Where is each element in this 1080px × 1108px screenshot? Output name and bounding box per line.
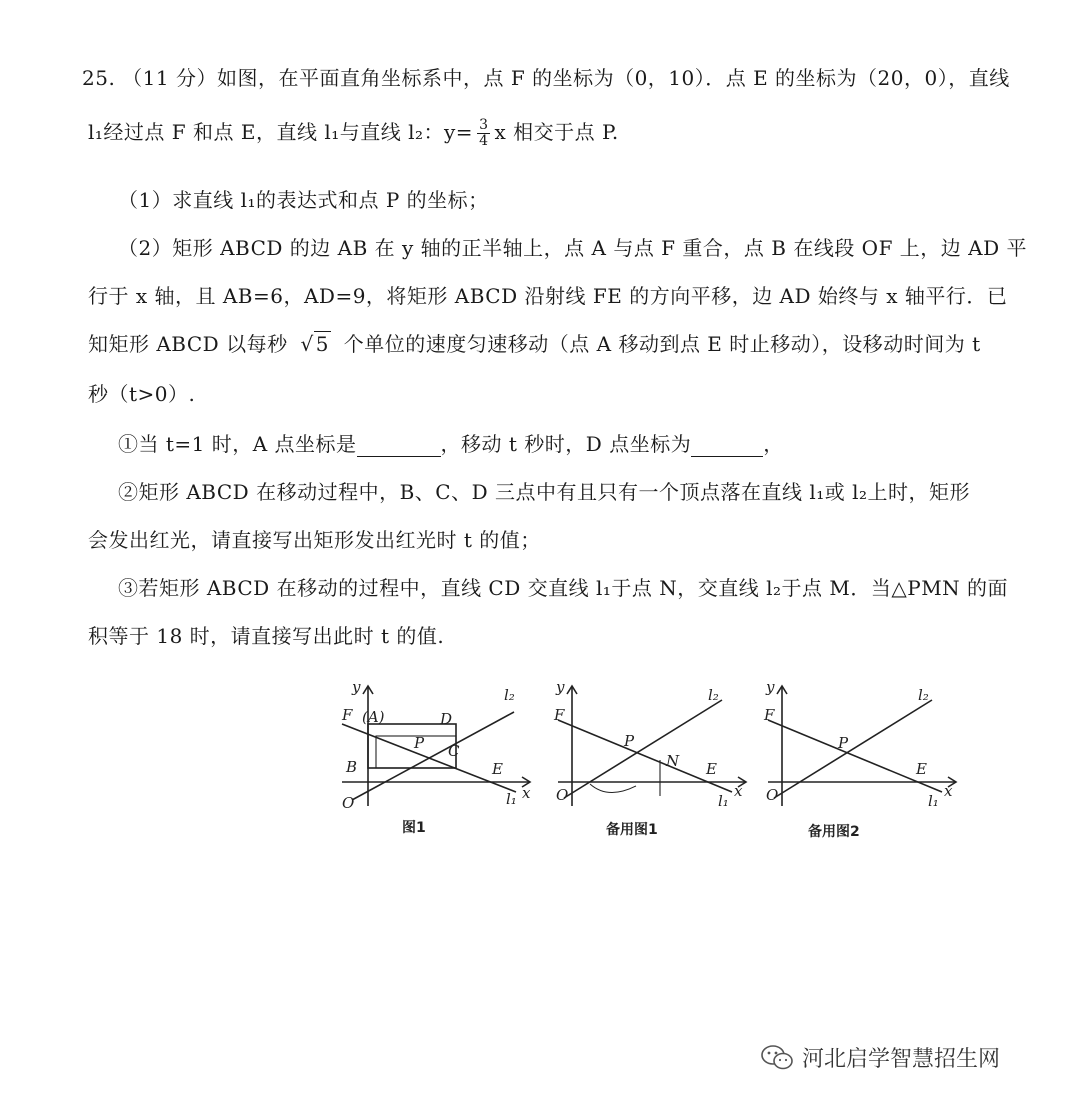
sqrt-sign: √ <box>300 332 314 356</box>
sub-question-3-line-2: 积等于 18 时，请直接写出此时 t 的值. <box>88 624 445 648</box>
rectangle-abcd <box>368 724 456 768</box>
label-y: y <box>556 678 565 696</box>
label-l1: l₁ <box>718 792 729 810</box>
label-x: x <box>944 782 953 800</box>
label-p: P <box>624 732 635 750</box>
sub-question-2-line-1: ②矩形 ABCD 在移动过程中，B、C、D 三点中有且只有一个顶点落在直线 l₁或 l₂上时，矩形 <box>118 480 970 504</box>
label-p: P <box>838 734 849 752</box>
question-2-line-3-text-a: 知矩形 ABCD 以每秒 <box>88 332 288 356</box>
label-l1: l₁ <box>928 792 939 810</box>
sqrt-radicand: 5 <box>315 332 329 356</box>
label-d: D <box>440 710 453 728</box>
label-n: N <box>666 752 680 770</box>
label-o: O <box>556 786 569 804</box>
question-2-line-3 <box>88 328 981 357</box>
figure-spare-2 <box>758 676 968 846</box>
label-x: x <box>734 782 743 800</box>
sub-question-2-line-2: 会发出红光，请直接写出矩形发出红光时 t 的值； <box>88 528 541 552</box>
problem-line-1 <box>82 62 1010 91</box>
label-l2: l₂ <box>708 686 719 704</box>
label-c: C <box>448 742 460 760</box>
answer-blank-a-coordinate[interactable] <box>357 438 441 457</box>
sub-question-1-text-b: ，移动 t 秒时，D 点坐标为 <box>440 432 692 456</box>
sub-question-1-text-a: ①当 t=1 时，A 点坐标是 <box>118 432 357 456</box>
label-o: O <box>342 794 355 812</box>
label-a: (A) <box>362 708 385 726</box>
problem-number: 25. <box>82 66 116 90</box>
question-1: （1）求直线 l₁的表达式和点 P 的坐标； <box>118 188 489 212</box>
wechat-icon <box>760 1044 794 1072</box>
sqrt-five <box>300 332 330 356</box>
label-f: F <box>342 706 353 724</box>
sub-question-1-text-c: ， <box>763 432 784 456</box>
fraction-denominator: 4 <box>479 133 489 149</box>
problem-intro: （11 分）如图，在平面直角坐标系中，点 F 的坐标为（0，10）．点 E 的坐标为（20，0），直线 <box>122 66 1010 90</box>
figure-spare-1 <box>548 676 758 846</box>
figure-1-caption: 图1 <box>402 820 426 836</box>
figure-1 <box>332 676 542 846</box>
question-2-line-2: 行于 x 轴，且 AB=6，AD=9，将矩形 ABCD 沿射线 FE 的方向平移，边 AD 始终与 x 轴平行．已 <box>88 284 1008 308</box>
label-e: E <box>492 760 503 778</box>
fraction-three-quarters <box>477 118 490 149</box>
problem-line-2-text-b: x 相交于点 P. <box>494 120 619 144</box>
problem-line-2-text-a: l₁经过点 F 和点 E，直线 l₁与直线 l₂：y= <box>88 120 474 144</box>
label-b: B <box>346 758 358 776</box>
label-y: y <box>352 678 361 696</box>
question-2-line-4: 秒（t>0）. <box>88 382 196 406</box>
scribble-mark <box>590 784 636 793</box>
sub-question-3-line-1: ③若矩形 ABCD 在移动的过程中，直线 CD 交直线 l₁于点 N，交直线 l₂于点 M．当△PMN 的面 <box>118 576 1009 600</box>
label-f: F <box>554 706 565 724</box>
question-2-line-1: （2）矩形 ABCD 的边 AB 在 y 轴的正半轴上，点 A 与点 F 重合，点 B 在线段 OF 上，边 AD 平 <box>118 236 1028 260</box>
label-l2: l₂ <box>504 686 515 704</box>
label-p: P <box>414 734 425 752</box>
label-x: x <box>522 784 531 802</box>
watermark-text: 河北启学智慧招生网 <box>802 1047 1001 1072</box>
label-l1: l₁ <box>506 790 517 808</box>
figure-spare-1-caption: 备用图1 <box>606 822 658 838</box>
label-l2: l₂ <box>918 686 929 704</box>
fraction-numerator: 3 <box>479 117 489 133</box>
label-y: y <box>766 678 775 696</box>
line-l2 <box>564 700 722 798</box>
figure-spare-2-caption: 备用图2 <box>808 824 860 840</box>
problem-line-2 <box>88 116 619 149</box>
label-o: O <box>766 786 779 804</box>
sub-question-1 <box>118 428 784 457</box>
label-e: E <box>916 760 927 778</box>
watermark <box>760 1042 1000 1073</box>
label-f: F <box>764 706 775 724</box>
line-l2 <box>774 700 932 798</box>
answer-blank-d-coordinate[interactable] <box>691 438 763 457</box>
label-e: E <box>706 760 717 778</box>
question-2-line-3-text-b: 个单位的速度匀速移动（点 A 移动到点 E 时止移动），设移动时间为 t <box>343 332 981 356</box>
